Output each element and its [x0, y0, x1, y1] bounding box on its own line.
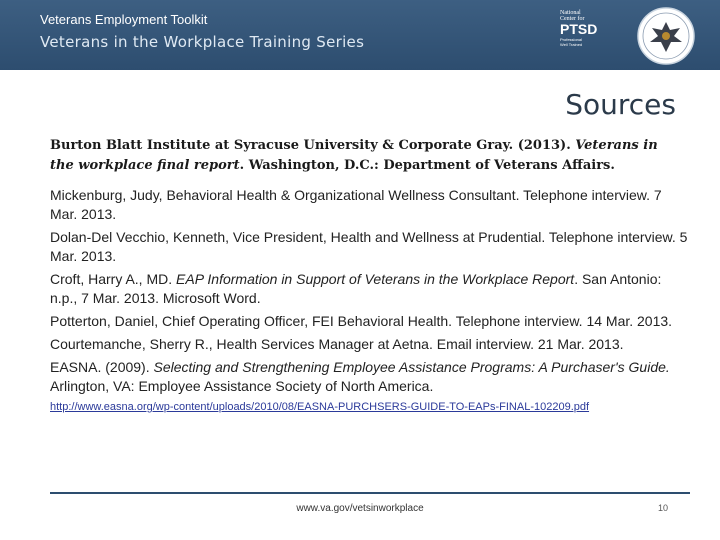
easna-guide-link[interactable]: http://www.easna.org/wp-content/uploads/2010/08/EASNA-PURCHSERS-GUIDE-TO-EAPs-FINAL-102209.pdf: [50, 401, 590, 413]
reference-author: EASNA. (2009).: [50, 359, 154, 375]
toolkit-name: Veterans Employment Toolkit: [40, 12, 208, 27]
reference-item: [50, 270, 690, 308]
header-banner: [0, 0, 720, 70]
ptsd-logo: [560, 10, 622, 64]
ptsd-logo-line2: Center for: [560, 16, 585, 22]
page-number: 10: [657, 503, 668, 513]
reference-item: Dolan-Del Vecchio, Kenneth, Vice President, Health and Wellness at Prudential. Telephone interview. 5 Mar. 2013.: [50, 229, 688, 264]
footer-url[interactable]: www.va.gov/vetsinworkplace: [296, 503, 424, 514]
ptsd-logo-sub2: Well Trained: [560, 42, 583, 47]
reference-publisher: Arlington, VA: Employee Assistance Society of North America.: [50, 378, 434, 394]
reference-title: Selecting and Strengthening Employee Assistance Programs: A Purchaser's Guide.: [153, 359, 670, 375]
va-seal-icon: [636, 6, 696, 66]
reference-item: Potterton, Daniel, Chief Operating Officer, FEI Behavioral Health. Telephone interview. 14 Mar. 2013.: [50, 313, 673, 329]
reference-author: Croft, Harry A., MD.: [50, 271, 177, 287]
ptsd-logo-line1: National: [560, 10, 581, 16]
page-title: Sources: [565, 88, 676, 121]
reference-item: Courtemanche, Sherry R., Health Services Manager at Aetna. Email interview. 21 Mar. 2013.: [50, 336, 624, 352]
reference-item: Mickenburg, Judy, Behavioral Health & Organizational Wellness Consultant. Telephone interview. 7 Mar. 2013.: [50, 187, 662, 222]
reference-list: [50, 186, 690, 415]
main-citation-publisher: . Washington, D.C.: Department of Veterans Affairs.: [239, 158, 615, 173]
reference-publisher: . San Antonio: n.p., 7 Mar. 2013. Microsoft Word.: [50, 271, 662, 306]
reference-item: [50, 358, 690, 396]
reference-title: EAP Information in Support of Veterans in the Workplace Report: [176, 271, 575, 287]
main-citation-authors: Burton Blatt Institute at Syracuse University & Corporate Gray. (2013).: [50, 138, 576, 153]
ptsd-logo-sub1: Professional: [560, 37, 583, 42]
ptsd-logo-main: PTSD: [560, 21, 598, 37]
main-citation: [50, 136, 670, 176]
footer-divider: [50, 492, 690, 494]
series-title: Veterans in the Workplace Training Series: [40, 33, 365, 51]
main-citation-title: Veterans in the workplace final report: [50, 138, 658, 173]
